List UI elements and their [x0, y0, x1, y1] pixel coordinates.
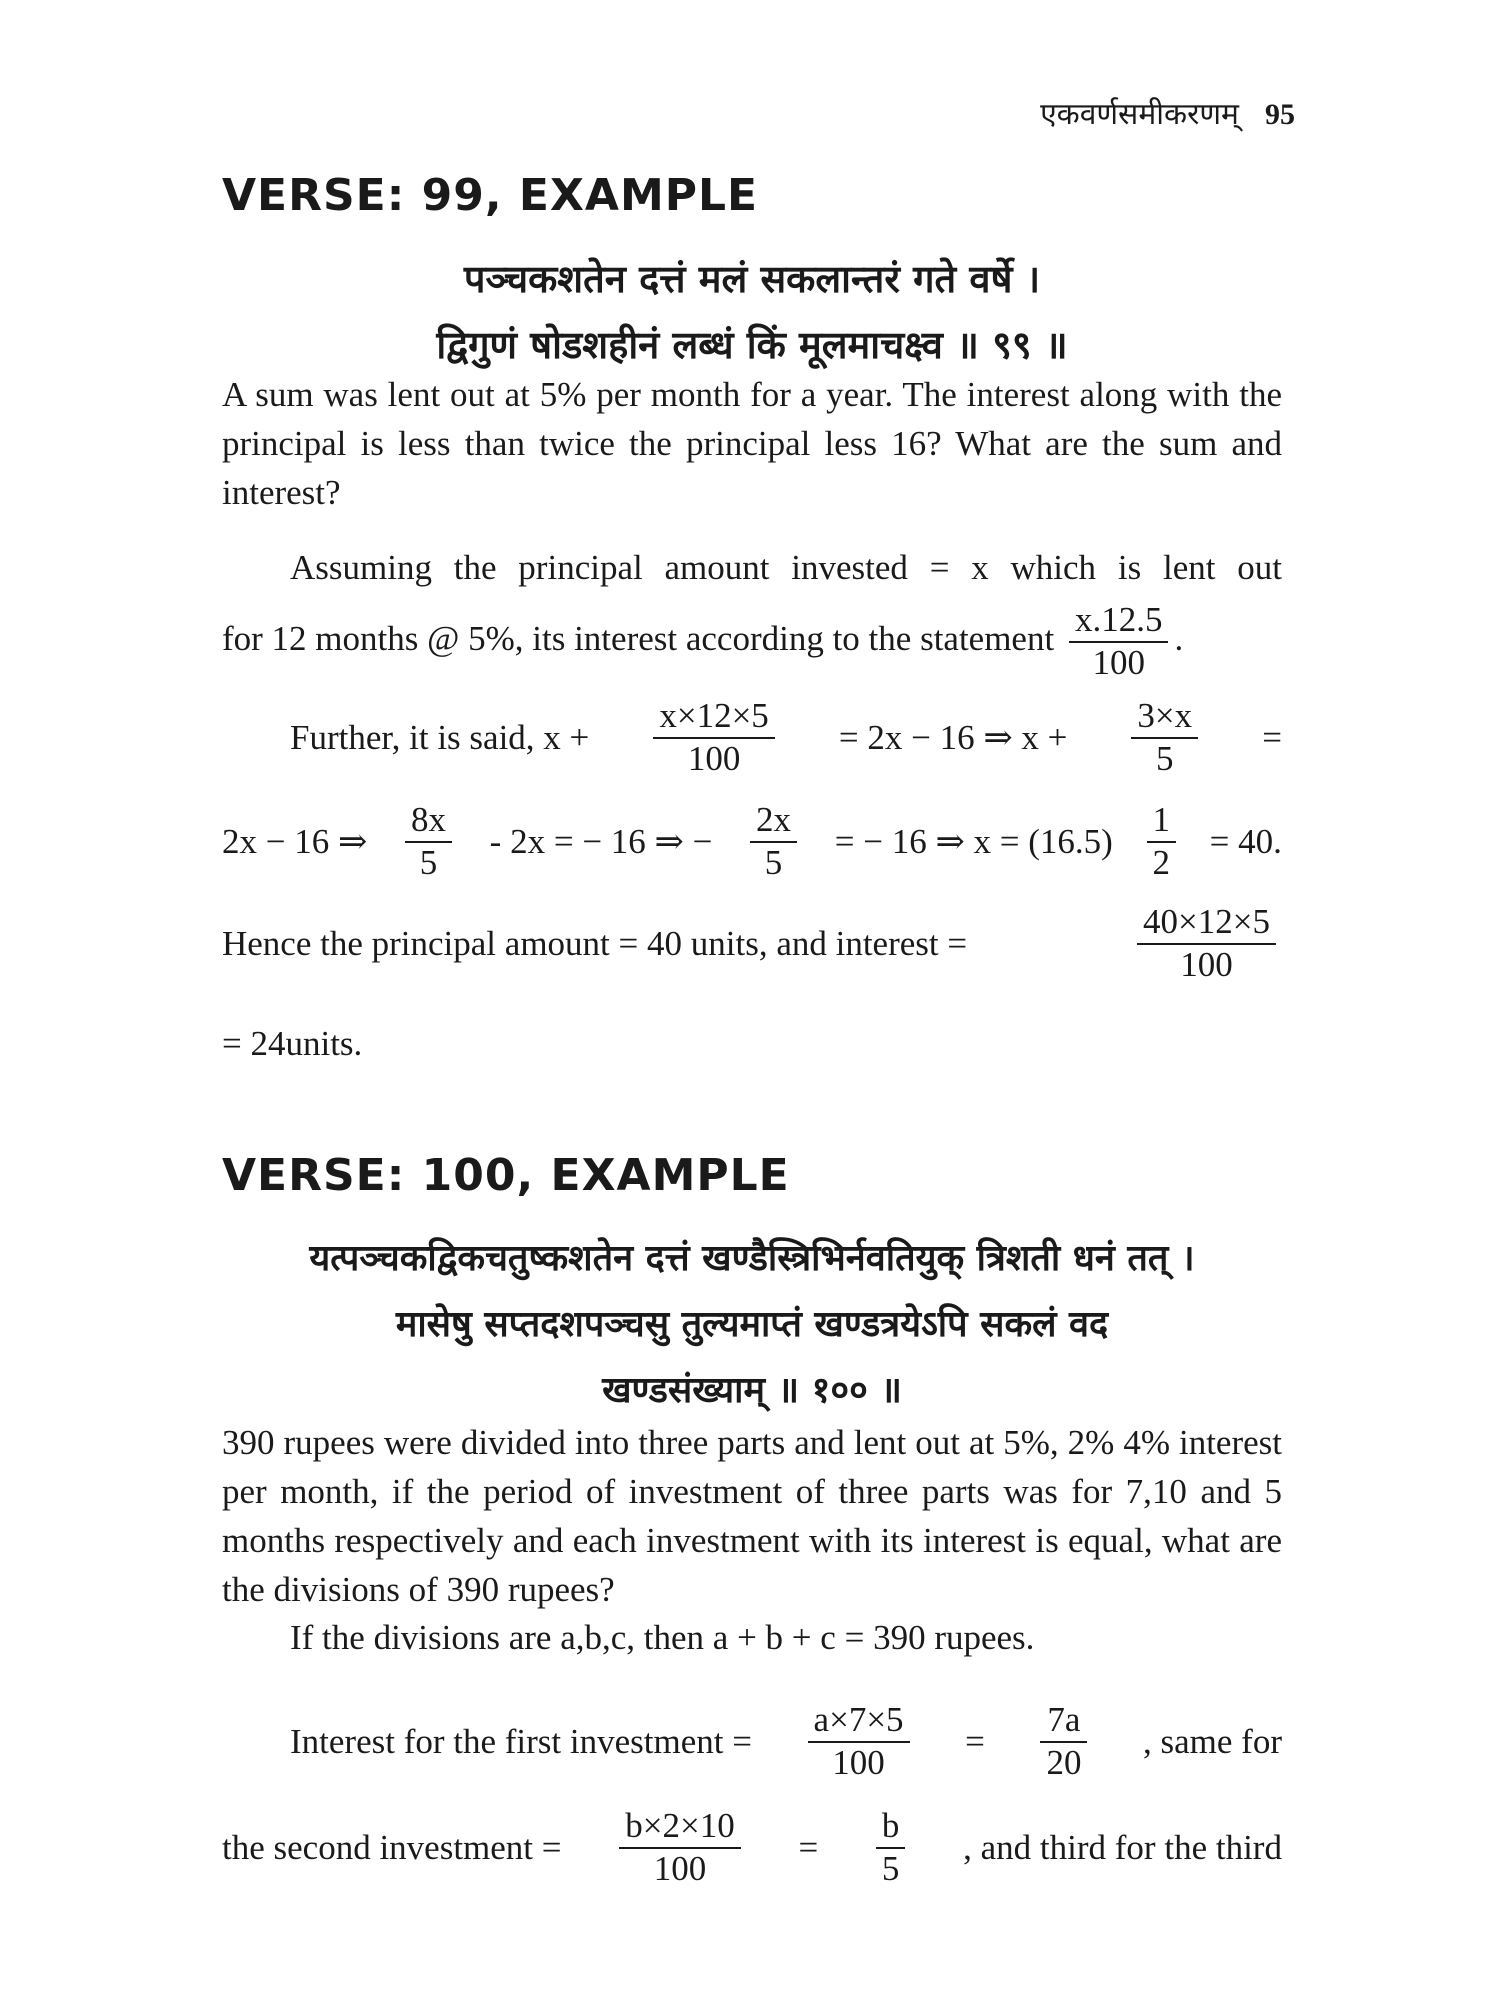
fraction-numerator: b	[876, 1808, 906, 1849]
solution-line-2	[222, 602, 1183, 682]
fraction-numerator: x×12×5	[653, 698, 774, 739]
fraction-denominator: 100	[832, 1742, 885, 1782]
fraction-2x-5	[750, 802, 797, 882]
verse-99-heading: VERSE: 99, EXAMPLE	[222, 170, 759, 221]
solution-line-1: Assuming the principal amount invested = x which is lent out	[290, 548, 1282, 587]
solution-line-2-text: for 12 months @ 5%, its interest according to the statement	[222, 618, 1055, 658]
fraction-half	[1147, 802, 1177, 882]
fraction-8x-5	[405, 802, 452, 882]
same-for-text: , same for	[1143, 1721, 1282, 1761]
fraction-interest-result	[1137, 904, 1276, 984]
fraction-denominator: 100	[687, 738, 741, 778]
eq-text-2: - 2x = − 16 ⇒ −	[489, 821, 713, 861]
fraction-denominator: 20	[1046, 1742, 1082, 1782]
verse-99-translation: A sum was lent out at 5% per month for a year. The interest along with the principal is less than twice the principal less 16? What are the sum and interest?	[222, 375, 1282, 512]
fraction-numerator: 7a	[1040, 1702, 1087, 1743]
further-text-3: =	[1262, 717, 1282, 757]
third-investment-text: , and third for the third	[963, 1827, 1282, 1867]
period: .	[1174, 618, 1184, 658]
fraction-b	[619, 1808, 740, 1888]
fraction-numerator: 3×x	[1131, 698, 1198, 739]
derivation-equation	[222, 802, 1282, 882]
fraction-b-5	[876, 1808, 906, 1888]
equals-sign: =	[798, 1827, 819, 1867]
eq-text-4: = 40.	[1209, 821, 1282, 861]
fraction-numerator: b×2×10	[619, 1808, 740, 1849]
fraction-numerator: x.12.5	[1069, 602, 1169, 643]
fraction-numerator: a×7×5	[808, 1702, 910, 1743]
fraction-numerator: 1	[1147, 802, 1177, 843]
fraction-numerator: 2x	[750, 802, 797, 843]
verse-100-translation: 390 rupees were divided into three parts and lent out at 5%, 2% 4% interest per month, if the period of investment of three parts was for 7,10 and 5 months respectively and each investment with its interest is equal, what are the divisions of 390 rupees?	[222, 1423, 1282, 1609]
eq-text-3: = − 16 ⇒ x = (16.5)	[834, 821, 1113, 861]
verse-99-sanskrit-line-2: द्विगुणं षोडशहीनं लब्धं किं मूलमाचक्ष्व ॥ ९९ ॥	[436, 323, 1068, 367]
fraction-interest	[1069, 602, 1169, 682]
first-investment-text: Interest for the first investment =	[290, 1721, 752, 1761]
verse-100-heading: VERSE: 100, EXAMPLE	[222, 1150, 790, 1201]
fraction-denominator: 100	[1092, 642, 1145, 682]
hence-text: Hence the principal amount = 40 units, and interest =	[222, 923, 968, 963]
verse-99-sanskrit-line-1: पञ्चकशतेन दत्तं मलं सकलान्तरं गते वर्षे ।	[463, 257, 1041, 301]
fraction-denominator: 2	[1152, 842, 1170, 882]
running-header	[1040, 92, 1295, 133]
fraction-denominator: 5	[881, 1848, 900, 1888]
further-text-2: = 2x − 16 ⇒ x +	[838, 717, 1068, 757]
verse-100-sanskrit-line-2: मासेषु सप्तदशपञ्चसु तुल्यमाप्तं खण्डत्रयेऽपि सकलं वद	[395, 1304, 1109, 1345]
second-investment-text: the second investment =	[222, 1827, 562, 1867]
fraction-denominator: 5	[419, 842, 438, 882]
chapter-title: एकवर्णसमीकरणम्	[1040, 98, 1239, 131]
fraction-denominator: 5	[1156, 738, 1174, 778]
divisions-line: If the divisions are a,b,c, then a + b + c = 390 rupees.	[290, 1618, 1035, 1657]
verse-100-sanskrit-line-3: खण्डसंख्याम् ॥ १०० ॥	[602, 1370, 902, 1411]
second-investment-line	[222, 1808, 1282, 1888]
fraction-denominator: 5	[764, 842, 783, 882]
further-text-1: Further, it is said, x +	[290, 717, 590, 757]
verse-100-sanskrit-line-1: यत्पञ्चकद्विकचतुष्कशतेन दत्तं खण्डैस्त्रिभिर्नवतियुक् त्रिशती धनं तत् ।	[309, 1238, 1195, 1279]
fraction-denominator: 100	[653, 1848, 707, 1888]
fraction-2	[1131, 698, 1198, 778]
further-equation	[290, 698, 1282, 778]
first-investment-line	[290, 1702, 1282, 1782]
interest-result: = 24units.	[222, 1024, 363, 1063]
fraction-7a-20	[1040, 1702, 1087, 1782]
fraction-numerator: 40×12×5	[1137, 904, 1276, 945]
hence-line	[222, 904, 1282, 984]
page-number: 95	[1265, 98, 1295, 131]
fraction-denominator: 100	[1180, 944, 1233, 984]
fraction-1	[653, 698, 774, 778]
equals-sign: =	[965, 1721, 985, 1761]
fraction-a	[808, 1702, 910, 1782]
eq-text-1: 2x − 16 ⇒	[222, 821, 368, 861]
fraction-numerator: 8x	[405, 802, 452, 843]
